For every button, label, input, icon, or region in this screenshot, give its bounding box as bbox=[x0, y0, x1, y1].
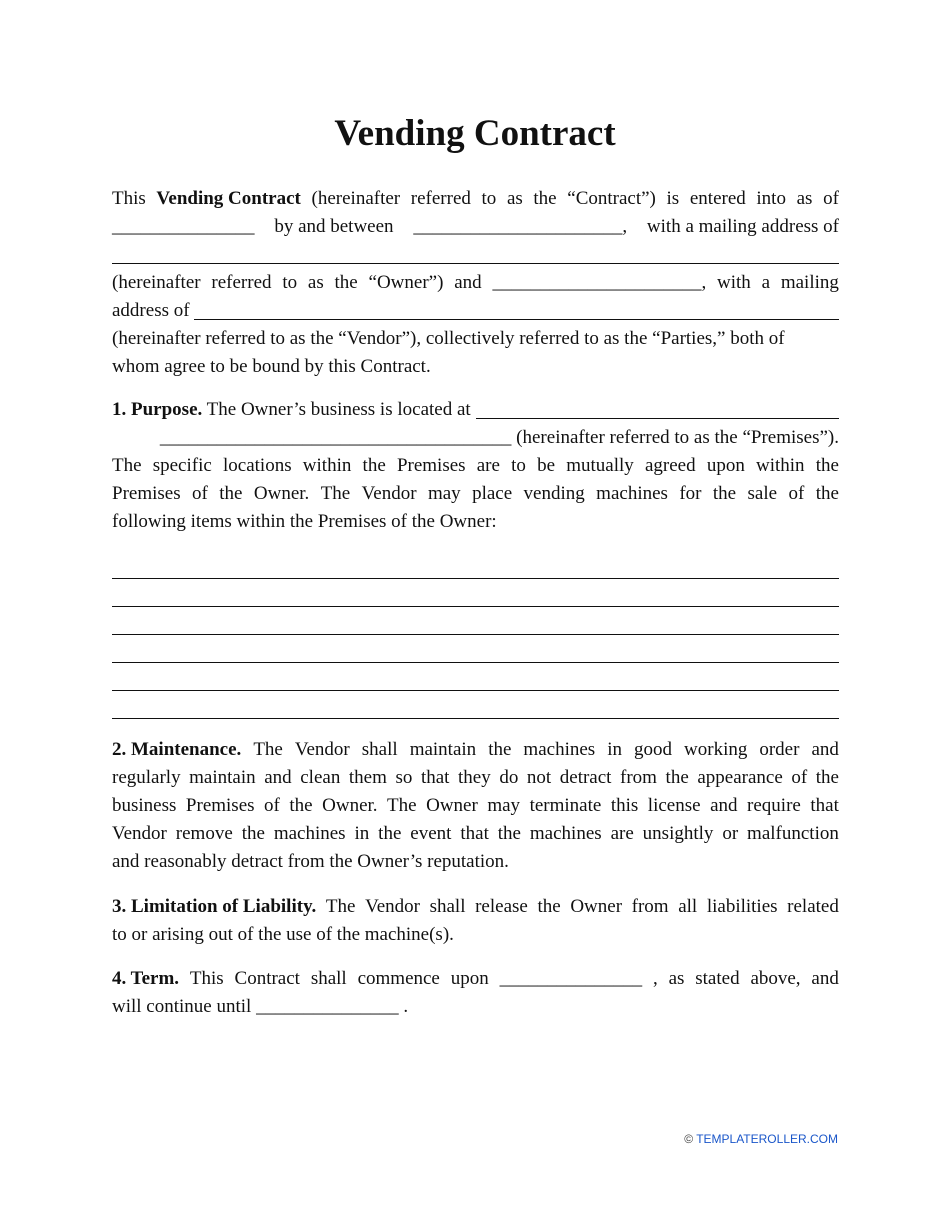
term-line-1: 4. Term. This Contract shall commence upon _______________ , as stated above, and bbox=[112, 965, 839, 993]
intro-line-2: _______________ by and between ______________________, with a mailing address of bbox=[112, 213, 839, 241]
section-heading-liability: 3. Limitation of Liability. bbox=[112, 896, 317, 917]
start-date-blank[interactable]: _______________ bbox=[499, 968, 643, 989]
date-blank[interactable]: _______________ bbox=[112, 216, 255, 237]
section-liability bbox=[112, 893, 839, 949]
intro-line-5: address of bbox=[112, 297, 839, 325]
item-blank-line[interactable] bbox=[112, 668, 839, 696]
liability-line-2: to or arising out of the use of the machine(s). bbox=[112, 924, 454, 945]
purpose-line-5: following items within the Premises of the Owner: bbox=[112, 511, 497, 532]
intro-line-7: whom agree to be bound by this Contract. bbox=[112, 356, 431, 377]
item-blank-line[interactable] bbox=[112, 696, 839, 724]
liability-line-1: 3. Limitation of Liability. The Vendor shall release the Owner from all liabilities related bbox=[112, 893, 839, 921]
maintenance-line-4: Vendor remove the machines in the event that the machines are unsightly or malfunction bbox=[112, 823, 839, 844]
purpose-line-2: _____________________________________ (hereinafter referred to as the “Premises”). bbox=[159, 427, 839, 448]
section-heading-term: 4. Term. bbox=[112, 968, 180, 989]
item-blank-line[interactable] bbox=[112, 640, 839, 668]
vendor-name-blank[interactable]: ______________________, bbox=[492, 272, 707, 293]
copyright-symbol: © bbox=[684, 1132, 694, 1146]
maintenance-line-2: regularly maintain and clean them so that they do not detract from the appearance of the bbox=[112, 767, 839, 788]
owner-name-blank[interactable]: ______________________, bbox=[413, 216, 628, 237]
section-purpose bbox=[112, 396, 839, 536]
section-heading-maintenance: 2. Maintenance. bbox=[112, 739, 242, 760]
items-list-blanks bbox=[112, 556, 839, 724]
section-heading-purpose: 1. Purpose. bbox=[112, 399, 203, 420]
templateroller-link[interactable]: TEMPLATEROLLER.COM bbox=[696, 1132, 838, 1146]
intro-line-6: (hereinafter referred to as the “Vendor”), collectively referred to as the “Parties,” both of bbox=[112, 328, 785, 349]
purpose-line-1: 1. Purpose. The Owner’s business is located at bbox=[112, 396, 839, 424]
section-maintenance bbox=[112, 736, 839, 876]
maintenance-line-5: and reasonably detract from the Owner’s reputation. bbox=[112, 851, 509, 872]
maintenance-line-1: 2. Maintenance. The Vendor shall maintain the machines in good working order and bbox=[112, 736, 839, 764]
item-blank-line[interactable] bbox=[112, 556, 839, 584]
contract-name: Vending Contract bbox=[156, 188, 301, 209]
purpose-line-3: The specific locations within the Premises are to be mutually agreed upon within the bbox=[112, 455, 839, 476]
intro-line-4: (hereinafter referred to as the “Owner”) and ______________________, with a mailing bbox=[112, 269, 839, 297]
term-line-2: will continue until _______________ . bbox=[112, 996, 409, 1017]
document-title: Vending Contract bbox=[334, 113, 616, 154]
footer-credit bbox=[684, 1132, 838, 1146]
item-blank-line[interactable] bbox=[112, 584, 839, 612]
item-blank-line[interactable] bbox=[112, 612, 839, 640]
intro-line-1: This Vending Contract (hereinafter referred to as the “Contract”) is entered into as of bbox=[112, 185, 839, 213]
intro-paragraph bbox=[112, 185, 839, 381]
owner-address-blank[interactable] bbox=[112, 241, 839, 269]
section-term bbox=[112, 965, 839, 1021]
maintenance-line-3: business Premises of the Owner. The Owner may terminate this license and require that bbox=[112, 795, 839, 816]
purpose-line-4: Premises of the Owner. The Vendor may place vending machines for the sale of the bbox=[112, 483, 839, 504]
